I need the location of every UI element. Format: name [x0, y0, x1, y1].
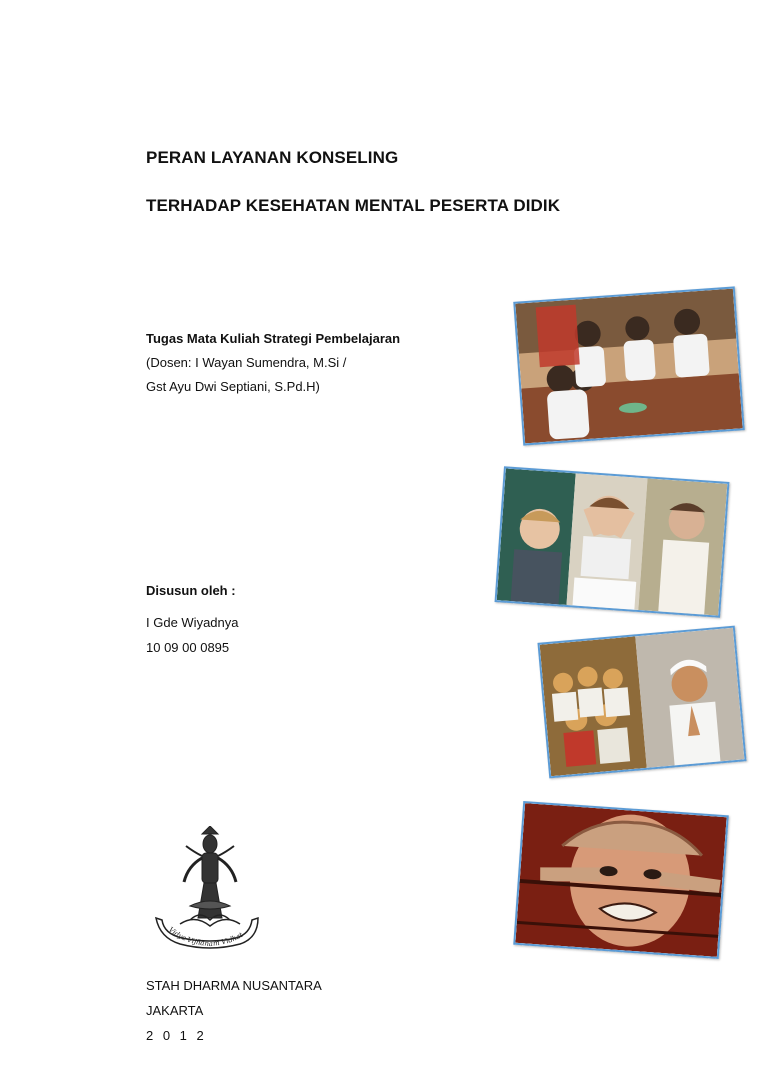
classroom-children-photo [513, 286, 745, 445]
compiled-by-label: Disusun oleh : [146, 583, 236, 598]
institution-name: STAH DHARMA NUSANTARA [146, 978, 322, 993]
stressed-students-photo [495, 466, 730, 617]
lecturer-line-2: Gst Ayu Dwi Septiani, S.Pd.H) [146, 379, 320, 394]
city-name: JAKARTA [146, 1003, 204, 1018]
title-line-2: TERHADAP KESEHATAN MENTAL PESERTA DIDIK [146, 196, 561, 215]
logo-motto: Vidya-Vijñānam Vidhat [166, 925, 245, 949]
student-id: 10 09 00 0895 [146, 640, 230, 655]
year-text: 2 0 1 2 [146, 1028, 207, 1043]
institution-logo [150, 826, 262, 958]
anguished-face-photo [513, 801, 729, 959]
praying-children-photo [537, 626, 746, 779]
assignment-label: Tugas Mata Kuliah Strategi Pembelajaran [146, 331, 401, 346]
lecturer-line-1: (Dosen: I Wayan Sumendra, M.Si / [146, 355, 347, 370]
title-line-1: PERAN LAYANAN KONSELING [146, 148, 399, 167]
author-name: I Gde Wiyadnya [146, 615, 239, 630]
